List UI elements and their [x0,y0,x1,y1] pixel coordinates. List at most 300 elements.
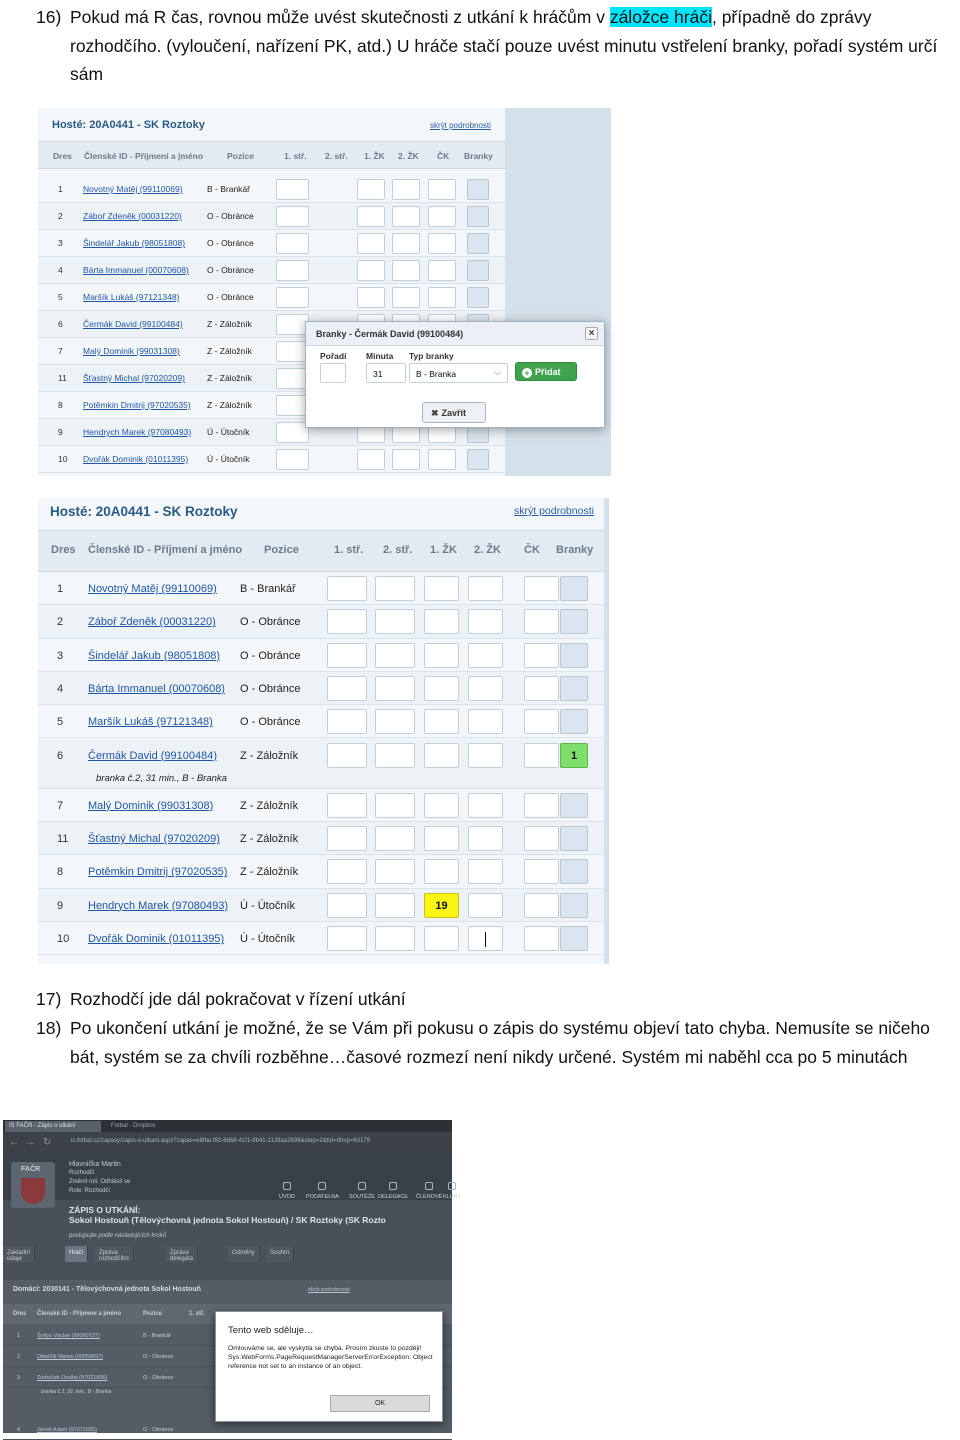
menu-item-label: ČLENOVÉ [416,1194,443,1200]
player-name-link[interactable]: Malý Dominik (99031308) [83,346,180,356]
menu-item[interactable] [306,1182,339,1200]
col-pos: Pozice [227,151,254,161]
user-line: Rozhodčí [69,1170,95,1176]
jersey-number: 4 [58,265,63,275]
plus-icon: + [522,368,532,378]
jersey-number: 11 [58,373,67,383]
yellow-2-input[interactable] [468,793,503,818]
table-row [38,203,505,230]
player-position: O - Obránce [143,1375,174,1381]
player-position: O - Obránce [240,649,301,662]
jersey-number: 1 [17,1333,21,1339]
menu-item-label: KLUBY [443,1194,462,1200]
player-name-link[interactable]: Bárta Immanuel (00070608) [83,265,189,275]
red-card-input[interactable] [524,709,559,734]
jersey-number: 8 [58,400,63,410]
hide-details-link[interactable]: skrýt podrobnosti [308,1287,350,1293]
table-row [38,889,604,922]
col-1-zk: 1. ŽK [364,151,385,161]
user-actions-link[interactable]: Změnit roli, Odhlásit se [69,1179,131,1185]
yellow-1-input[interactable] [424,826,459,851]
jersey-number: 4 [57,682,64,695]
table-row [38,922,604,955]
yellow-2-input[interactable] [468,709,503,734]
goal-summary-note: branka č.2, 31 min., B - Branka [96,772,227,784]
jersey-number: 10 [57,933,70,945]
minute-label: Minuta [366,351,394,361]
yellow-1-input[interactable] [357,206,385,227]
player-name-link[interactable]: Maršík Lukáš (97121348) [83,292,180,302]
goals-input[interactable] [560,709,588,734]
panel-title: Hosté: 20A0441 - SK Roztoky [50,504,238,519]
yellow-1-input[interactable] [424,793,459,818]
table-header [38,530,604,572]
yellow-2-input[interactable] [468,609,503,634]
col-1-str: 1. stř. [284,151,307,161]
sub-in-1-input[interactable] [276,287,309,308]
yellow-2-input[interactable] [468,893,503,918]
yellow-1-input[interactable] [424,743,459,768]
player-position: Ú - Útočník [240,933,296,945]
paragraph-16 [36,3,960,89]
table-column-header: Pozice [143,1311,163,1317]
menu-icon [389,1182,397,1190]
player-position: B - Brankář [143,1333,171,1339]
sub-in-2-input[interactable] [375,743,415,768]
sub-in-2-input[interactable] [375,676,415,701]
shield-icon [21,1178,45,1204]
goals-input[interactable] [467,260,489,281]
yellow-1-input[interactable] [424,926,459,951]
yellow-1-input[interactable] [357,260,385,281]
table-row [38,572,604,605]
yellow-1-input[interactable] [357,179,385,200]
sub-in-1-input[interactable] [327,709,367,734]
goal-summary-note: branka č.1, 32. min., B - Branka [41,1389,112,1395]
goals-input[interactable] [467,206,489,227]
jersey-number: 2 [17,1354,21,1360]
back-icon[interactable]: ← [9,1137,19,1148]
close-dialog-button[interactable] [422,402,486,423]
player-name-link[interactable]: Zedníček Ondřej (97021606) [37,1375,108,1381]
reload-icon[interactable]: ↻ [43,1137,52,1148]
order-label: Pořadí [320,351,347,361]
player-name-link[interactable]: Potěmkin Dmitrij (97020535) [88,866,228,879]
panel-title: Domácí: 2030141 - Tělovýchovná jednota Sokol Hostouň [13,1286,201,1293]
yellow-1-input[interactable] [357,449,385,470]
jersey-number: 9 [57,899,64,912]
jersey-number: 3 [17,1375,21,1381]
player-position: O - Obránce [143,1354,174,1360]
player-name-link[interactable]: Hendrych Marek (97080493) [83,427,192,437]
sub-in-2-input[interactable] [375,859,415,884]
goals-input[interactable] [560,826,588,851]
jersey-number: 3 [58,238,63,248]
menu-icon [448,1182,456,1190]
menu-icon [358,1182,366,1190]
yellow-2-input[interactable] [392,233,420,254]
dialog-title: Branky - Čermák David (99100484) [316,329,464,339]
red-card-input[interactable] [428,233,456,254]
player-name-link[interactable]: Čermák David (99100484) [83,319,183,329]
red-card-input[interactable] [524,676,559,701]
red-card-input[interactable] [428,287,456,308]
yellow-1-input[interactable] [424,576,459,601]
jersey-number: 10 [58,454,68,464]
col-name: Členské ID - Příjmení a jméno [88,544,243,556]
jersey-number: 4 [17,1427,21,1433]
menu-item-label: SOUTĚŽE [349,1194,375,1200]
error-screenshot [3,1120,462,1433]
yellow-2-input[interactable] [392,206,420,227]
col-name: Členské ID - Příjmení a jméno [84,151,204,161]
address-bar[interactable]: is.fotbal.cz/zapasy/zapis-o-utkani.aspx?zapas=e8fba f82-6b68-41f1-9b41-1128aa2696&step=2&tid=8tmp=63179 [71,1138,371,1144]
paragraph-text-part: , případně do zprávy rozhodčího. (vyloučení, nařízení PK, atd.) U hráče stačí pouze uvést minutu vstřelení branky, pořadí systém určí sám [70,7,938,84]
table-row [38,605,604,638]
facr-logo [11,1162,55,1208]
close-icon: ✖ [431,408,439,418]
red-card-input[interactable] [524,609,559,634]
player-name-link[interactable]: Šindelář Jakub (98051808) [83,238,186,248]
player-name-link[interactable]: Záboř Zdeněk (00031220) [83,211,182,221]
sub-in-1-input[interactable] [327,893,367,918]
yellow-1-input[interactable] [357,233,385,254]
close-icon[interactable]: × [585,327,598,340]
sub-in-1-input[interactable] [327,793,367,818]
jersey-number: 11 [57,833,69,846]
jersey-number: 3 [57,649,64,662]
player-name-link[interactable]: Bárta Immanuel (00070608) [88,682,225,695]
col-2-str: 2. stř. [325,151,348,161]
browser-nav-bar [3,1132,452,1154]
table-column-header: 1. stř. [189,1311,206,1317]
player-name-link[interactable]: Maršík Lukáš (97121348) [88,716,213,729]
table-row [38,230,505,257]
goals-input[interactable] [467,449,489,470]
player-position: Z - Záložník [240,833,299,846]
table-row [38,855,604,888]
sub-in-2-input[interactable] [375,576,415,601]
player-position: Ú - Útočník [240,899,296,912]
yellow-2-input[interactable] [392,287,420,308]
dialog-title: Tento web sděluje… [228,1325,314,1336]
player-position: B - Brankář [207,184,250,194]
highlighted-term: záložce hráči [609,7,712,27]
sub-in-1-input[interactable] [276,260,309,281]
player-name-link[interactable]: Janotl Adam (97071655) [37,1427,97,1433]
logo-text: FAČR [21,1166,41,1173]
sub-in-1-input[interactable] [327,643,367,668]
dialog-header [306,322,604,346]
player-name-link[interactable]: Dvořák Dominik (01011395) [88,933,225,945]
yellow-2-input[interactable] [468,826,503,851]
match-heading-label: ZÁPIS O UTKÁNÍ: [69,1205,141,1215]
paragraph-number: 17) [36,989,62,1009]
sub-in-1-input[interactable] [276,179,309,200]
col-pos: Pozice [264,544,299,556]
browser-tab-bar [3,1120,452,1132]
add-goal-button[interactable] [515,362,577,381]
red-card-input[interactable] [524,926,559,951]
forward-icon[interactable]: → [25,1137,35,1148]
yellow-2-input[interactable] [468,676,503,701]
chevron-down-icon: ⌵ [494,367,501,377]
menu-item-label: PODATELNA [306,1194,339,1200]
user-info [69,1160,130,1196]
col-dres: Dres [51,544,76,556]
dialog-message: Omlouváme se, ale vyskytla se chyba. Prosím zkuste to později! Sys.WebForms.PageRequestManagerServerErrorException: Object reference not set to an instance of an object. [228,1345,433,1371]
step-tab[interactable]: Zpráva rozhodčího [95,1246,134,1262]
player-position: Z - Záložník [240,866,299,879]
player-position: O - Obránce [240,616,301,629]
table-column-header: Dres [13,1311,27,1317]
col-1-str: 1. stř. [334,544,364,556]
sub-in-2-input[interactable] [375,643,415,668]
goals-input[interactable] [467,233,489,254]
sub-in-2-input[interactable] [375,793,415,818]
panel-title: Hosté: 20A0441 - SK Roztoky [52,119,205,131]
paragraph-text [70,3,960,89]
table-row [38,822,604,855]
player-name-link[interactable]: Dvořák Dominik (01011395) [83,454,189,464]
user-name: Hlavnička Martin [69,1161,121,1168]
jersey-number: 1 [57,583,64,595]
yellow-1-input[interactable] [424,676,459,701]
player-position: Z - Záložník [207,319,252,329]
hide-details-link[interactable]: skrýt podrobnosti [430,121,491,130]
yellow-2-input[interactable] [468,859,503,884]
table-row [38,257,505,284]
table-row [38,672,604,705]
table-row [38,284,505,311]
jersey-number: 5 [58,292,63,302]
player-name-link[interactable]: Šoltys Václav (99060737) [37,1333,100,1339]
red-card-input[interactable] [524,859,559,884]
player-name-link[interactable]: Čermák David (99100484) [88,749,218,762]
player-name-link[interactable]: Novotný Matěj (99110069) [83,184,183,194]
goals-input[interactable] [467,287,489,308]
player-position: Z - Záložník [207,373,252,383]
col-ck: ČK [437,151,450,161]
sub-in-2-input[interactable] [375,709,415,734]
goals-input[interactable] [560,859,588,884]
sub-in-2-input[interactable] [375,926,415,951]
table-row [3,1420,452,1440]
sub-in-1-input[interactable] [276,206,309,227]
col-1-zk: 1. ŽK [430,544,457,556]
player-position: O - Obránce [240,682,301,695]
paragraph-18 [36,1014,960,1071]
jersey-number: 2 [58,211,63,221]
menu-icon [283,1182,291,1190]
goals-input[interactable] [560,893,588,918]
ok-button[interactable]: OK [330,1395,430,1412]
table-header [38,141,505,169]
player-name-link[interactable]: Šťastný Michal (97020209) [88,833,220,846]
player-position: Ú - Útočník [207,427,250,437]
red-card-input[interactable] [428,260,456,281]
step-tab[interactable]: Hráči [65,1246,88,1262]
red-card-input[interactable] [428,206,456,227]
jersey-number: 9 [58,427,63,437]
paragraph-text: Rozhodčí jde dál pokračovat v řízení utkání [70,989,406,1009]
yellow-2-input[interactable] [392,260,420,281]
step-tab[interactable]: Základní údaje [3,1246,35,1262]
goal-dialog [305,321,605,428]
player-name-link[interactable]: Šindelář Jakub (98051808) [88,649,221,662]
yellow-2-input[interactable] [392,449,420,470]
minute-value: 31 [373,369,383,379]
match-teams: Sokol Hostouň (Tělovýchovná jednota Sokol Hostouň) / SK Roztoky (SK Rozto [69,1215,386,1225]
paragraph-text-part: Pokud má R čas, rovnou může uvést skutečnosti z utkání k hráčům v [70,7,610,27]
player-position: O - Obránce [207,238,254,248]
menu-item[interactable] [443,1182,461,1200]
red-card-input[interactable] [524,793,559,818]
menu-icon [425,1182,433,1190]
player-position: O - Obránce [143,1427,174,1433]
goals-input[interactable] [560,676,588,701]
sub-in-1-input[interactable] [276,233,309,254]
player-position: O - Obránce [207,292,254,302]
yellow-2-input[interactable] [468,926,503,951]
sub-in-1-input[interactable] [327,926,367,951]
col-dres: Dres [53,151,72,161]
goals-input[interactable] [560,793,588,818]
table-row [38,739,604,789]
order-input[interactable] [320,363,346,383]
paragraph-number: 16) [36,7,62,27]
jersey-number: 7 [57,799,64,812]
player-position: Z - Záložník [207,346,252,356]
error-dialog [215,1311,443,1422]
player-position: Z - Záložník [207,400,252,410]
table-row [38,789,604,822]
player-name-link[interactable]: Šťastný Michal (97020209) [83,373,185,383]
jersey-number: 6 [57,749,64,762]
hide-details-link[interactable]: skrýt podrobnosti [514,505,594,517]
player-position: Z - Záložník [240,749,299,762]
player-name-link[interactable]: Hendrych Marek (97080493) [88,899,229,912]
player-name-link[interactable]: Záboř Zdeněk (00031220) [88,616,216,629]
sub-in-1-input[interactable] [327,859,367,884]
col-2-zk: 2. ŽK [398,151,419,161]
jersey-number: 5 [57,716,64,729]
yellow-1-input[interactable] [424,709,459,734]
user-role: Role: Rozhodčí [69,1188,111,1194]
sub-in-1-input[interactable] [327,676,367,701]
goals-input[interactable] [560,926,588,951]
yellow-2-input[interactable] [468,743,503,768]
sub-in-2-input[interactable] [375,609,415,634]
player-position: Ú - Útočník [207,454,250,464]
jersey-number: 1 [58,184,63,194]
col-2-str: 2. stř. [383,544,413,556]
goals-input[interactable] [467,179,489,200]
goal-type-select[interactable] [409,363,508,383]
paragraph-number: 18) [36,1018,62,1038]
jersey-number: 8 [57,866,64,879]
lineup-panel [38,498,604,964]
red-card-input[interactable] [428,449,456,470]
jersey-number: 6 [58,319,63,329]
menu-item-label: DELEGACE [378,1194,408,1200]
browser-tab-active[interactable]: IS FAČR - Zápis o utkání [5,1121,101,1132]
step-tab[interactable]: Odměny [228,1246,260,1262]
col-2-zk: 2. ŽK [474,544,501,556]
browser-tab[interactable]: Fotbal - Dropbox [111,1123,156,1129]
menu-icon [318,1182,326,1190]
sub-in-1-input[interactable] [327,826,367,851]
sub-in-2-input[interactable] [375,893,415,918]
player-name-link[interactable]: Malý Dominik (99031308) [88,799,214,812]
player-position: O - Obránce [207,211,254,221]
paragraph-text: Po ukončení utkání je možné, že se Vám při pokusu o zápis do systému objeví tato chyba. Nemusíte se ničeho bát, systém se za chvíli rozběhne…časové rozmezí není nikdy určené. Systém mi naběhl cca po 5 minutách [70,1018,930,1067]
step-tab[interactable]: Zpráva delegáta [166,1246,198,1262]
yellow-1-input[interactable] [357,287,385,308]
table-column-header: Členské ID - Příjmení a jméno [37,1311,122,1317]
player-name-link[interactable]: Potěmkin Dmitrij (97020535) [83,400,191,410]
menu-item[interactable] [349,1182,375,1200]
sub-in-2-input[interactable] [375,826,415,851]
text-cursor [485,932,486,947]
table-row [38,446,505,473]
red-card-input[interactable] [524,893,559,918]
yellow-2-input[interactable] [468,576,503,601]
player-position: B - Brankář [240,583,296,595]
sub-in-1-input[interactable] [327,576,367,601]
goals-input[interactable] [560,643,588,668]
red-card-input[interactable] [428,179,456,200]
red-card-input[interactable] [524,743,559,768]
yellow-1-input[interactable] [424,859,459,884]
yellow-2-input[interactable] [468,643,503,668]
goals-input[interactable] [560,609,588,634]
jersey-number: 7 [58,346,63,356]
menu-item[interactable] [378,1182,408,1200]
yellow-2-input[interactable] [392,179,420,200]
yellow-1-input[interactable] [424,609,459,634]
steps-hint: postupujte podle následujících kroků [69,1233,167,1239]
table-row [38,639,604,672]
paragraph-17 [36,985,960,1014]
sub-in-1-input[interactable] [327,743,367,768]
close-button-label: Zavřít [441,408,467,418]
sub-in-1-input[interactable] [327,609,367,634]
minute-input[interactable] [366,363,406,383]
player-name-link[interactable]: Dibelčík Marek (00050697) [37,1354,104,1360]
red-card-input[interactable] [524,576,559,601]
yellow-1-input[interactable] [424,643,459,668]
red-card-input[interactable] [524,826,559,851]
table-row [38,176,505,203]
goals-input[interactable]: 1 [560,743,588,768]
goals-input[interactable] [560,576,588,601]
goal-type-value: B - Branka [416,369,457,379]
yellow-1-input[interactable]: 19 [424,893,459,918]
menu-item[interactable] [416,1182,442,1200]
red-card-input[interactable] [524,643,559,668]
player-position: O - Obránce [240,716,301,729]
player-name-link[interactable]: Novotný Matěj (99110069) [88,583,217,595]
lineup-screenshot-with-dialog [38,108,611,476]
step-tab[interactable]: Souhrn [266,1246,294,1262]
add-button-label: Přidat [535,367,561,377]
player-position: O - Obránce [207,265,254,275]
menu-item-label: ÚVOD [279,1194,295,1200]
sub-in-1-input[interactable] [276,449,309,470]
menu-item[interactable] [279,1182,295,1200]
jersey-number: 2 [57,616,64,629]
